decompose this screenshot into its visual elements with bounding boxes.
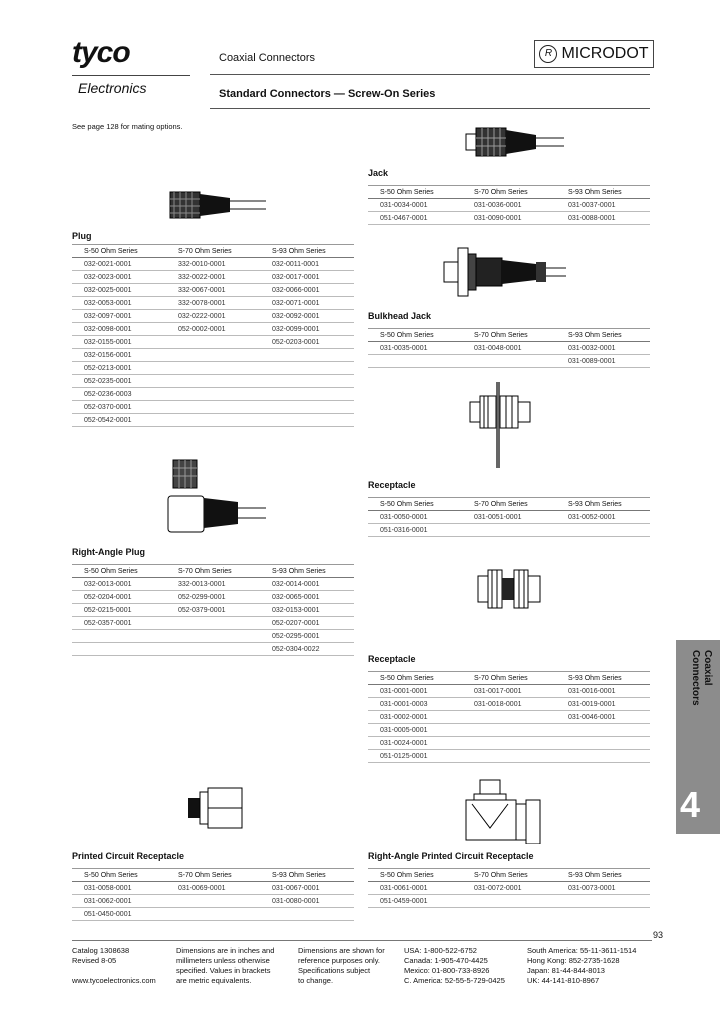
part-number-cell: 052-0203-0001 (260, 336, 354, 349)
part-number-cell: 052-0379-0001 (166, 604, 260, 617)
receptacle-table-2 (368, 671, 650, 763)
footer-contacts-americas (404, 946, 505, 986)
table-row (72, 323, 354, 336)
column-header: S-70 Ohm Series (462, 329, 556, 342)
printed-circuit-receptacle-illustration (182, 784, 248, 834)
part-number-cell (556, 895, 650, 908)
footer-dimensions-note (176, 946, 274, 986)
part-number-cell (166, 336, 260, 349)
part-number-cell: 031-0073-0001 (556, 882, 650, 895)
footer-line (72, 966, 156, 976)
column-header: S-93 Ohm Series (556, 672, 650, 685)
column-header: S-50 Ohm Series (368, 329, 462, 342)
table-row (72, 630, 354, 643)
ra-pc-receptacle-table (368, 868, 650, 908)
microdot-logo-text: MICRODOT (561, 45, 649, 62)
part-number-cell: 032-0014-0001 (260, 578, 354, 591)
part-number-cell: 031-0088-0001 (556, 212, 650, 225)
part-number-cell (556, 724, 650, 737)
table-row (72, 310, 354, 323)
part-number-cell: 332-0022-0001 (166, 271, 260, 284)
part-number-cell (462, 750, 556, 763)
table-row (368, 685, 650, 698)
part-number-cell: 032-0066-0001 (260, 284, 354, 297)
part-number-cell: 031-0036-0001 (462, 199, 556, 212)
table-row (368, 724, 650, 737)
column-header: S-50 Ohm Series (368, 672, 462, 685)
bulkhead-jack-illustration (440, 244, 570, 300)
part-number-cell: 052-0207-0001 (260, 617, 354, 630)
part-number-cell: 031-0058-0001 (72, 882, 166, 895)
table-row (72, 336, 354, 349)
table-row (368, 212, 650, 225)
section-title-receptacle: Receptacle (368, 480, 416, 490)
footer-line: Dimensions are shown for (298, 946, 385, 955)
part-number-cell: 052-0542-0001 (72, 414, 166, 427)
part-number-cell: 031-0089-0001 (556, 355, 650, 368)
table-header-row (368, 186, 650, 199)
part-number-cell: 032-0097-0001 (72, 310, 166, 323)
column-header: S-70 Ohm Series (462, 672, 556, 685)
column-header: S-50 Ohm Series (368, 186, 462, 199)
footer-line: USA: 1-800-522-6752 (404, 946, 477, 955)
part-number-cell (556, 750, 650, 763)
table-body (368, 511, 650, 537)
part-number-cell: 031-0005-0001 (368, 724, 462, 737)
part-number-cell: 031-0067-0001 (260, 882, 354, 895)
part-number-cell: 032-0017-0001 (260, 271, 354, 284)
right-angle-pc-receptacle-illustration (460, 778, 550, 844)
footer-rule (72, 940, 652, 941)
part-number-cell: 051-0467-0001 (368, 212, 462, 225)
table-header-row (72, 869, 354, 882)
part-number-cell: 332-0013-0001 (166, 578, 260, 591)
chapter-number: 4 (680, 784, 701, 825)
part-number-cell (462, 711, 556, 724)
part-number-cell (260, 375, 354, 388)
part-number-cell: 051-0125-0001 (368, 750, 462, 763)
footer-line: to change. (298, 976, 334, 985)
footer-line: specified. Values in brackets (176, 966, 271, 975)
part-number-cell: 031-0034-0001 (368, 199, 462, 212)
part-number-cell (166, 401, 260, 414)
part-number-cell (462, 737, 556, 750)
part-number-cell (260, 362, 354, 375)
part-number-cell: 031-0001-0003 (368, 698, 462, 711)
table-body (72, 258, 354, 427)
part-number-cell: 031-0051-0001 (462, 511, 556, 524)
part-number-cell (556, 737, 650, 750)
part-number-cell: 031-0069-0001 (166, 882, 260, 895)
footer-line: South America: 55-11-3611-1514 (527, 946, 637, 955)
bulkhead-jack-table (368, 328, 650, 368)
header-rule (210, 74, 650, 75)
part-number-cell (166, 908, 260, 921)
part-number-cell (166, 375, 260, 388)
part-number-cell: 032-0071-0001 (260, 297, 354, 310)
part-number-cell: 032-0098-0001 (72, 323, 166, 336)
part-number-cell: 031-0037-0001 (556, 199, 650, 212)
part-number-cell (166, 895, 260, 908)
part-number-cell: 052-0357-0001 (72, 617, 166, 630)
part-number-cell: 032-0013-0001 (72, 578, 166, 591)
part-number-cell: 031-0046-0001 (556, 711, 650, 724)
part-number-cell (166, 414, 260, 427)
section-title-jack: Jack (368, 168, 389, 178)
table-row (72, 362, 354, 375)
part-number-cell: 051-0450-0001 (72, 908, 166, 921)
footer-line: Canada: 1-905-470-4425 (404, 956, 488, 965)
part-number-cell: 052-0235-0001 (72, 375, 166, 388)
table-row (368, 342, 650, 355)
footer-line: Revised 8-05 (72, 956, 117, 965)
table-row (368, 511, 650, 524)
table-body (368, 882, 650, 908)
table-header-row (368, 672, 650, 685)
table-body (72, 578, 354, 656)
column-header: S-70 Ohm Series (166, 565, 260, 578)
column-header: S-93 Ohm Series (556, 329, 650, 342)
column-header: S-93 Ohm Series (556, 869, 650, 882)
column-header: S-50 Ohm Series (368, 869, 462, 882)
table-row (368, 737, 650, 750)
part-number-cell: 031-0050-0001 (368, 511, 462, 524)
table-row (72, 591, 354, 604)
part-number-cell: 052-0002-0001 (166, 323, 260, 336)
part-number-cell: 031-0002-0001 (368, 711, 462, 724)
table-body (72, 882, 354, 921)
footer-line: are metric equivalents. (176, 976, 252, 985)
part-number-cell: 332-0067-0001 (166, 284, 260, 297)
section-title-pc-receptacle: Printed Circuit Receptacle (72, 851, 185, 861)
electronics-logo-text: Electronics (78, 80, 147, 96)
receptacle-table-1 (368, 497, 650, 537)
footer-line: Japan: 81-44-844-8013 (527, 966, 605, 975)
part-number-cell: 031-0032-0001 (556, 342, 650, 355)
column-header: S-50 Ohm Series (368, 498, 462, 511)
part-number-cell (462, 895, 556, 908)
footer-line: reference purposes only. (298, 956, 380, 965)
table-row (72, 643, 354, 656)
microdot-mark-icon: R (539, 45, 557, 63)
part-number-cell: 032-0065-0001 (260, 591, 354, 604)
part-number-cell: 031-0035-0001 (368, 342, 462, 355)
footer-line: Specifications subject (298, 966, 371, 975)
part-number-cell (462, 524, 556, 537)
part-number-cell: 031-0052-0001 (556, 511, 650, 524)
footer-contacts-international (527, 946, 636, 986)
part-number-cell: 031-0019-0001 (556, 698, 650, 711)
jack-illustration (458, 124, 568, 160)
table-row (368, 711, 650, 724)
part-number-cell (368, 355, 462, 368)
table-row (72, 284, 354, 297)
part-number-cell (166, 643, 260, 656)
section-title-receptacle: Receptacle (368, 654, 416, 664)
part-number-cell (556, 524, 650, 537)
part-number-cell: 031-0018-0001 (462, 698, 556, 711)
table-header-row (368, 498, 650, 511)
part-number-cell: 032-0053-0001 (72, 297, 166, 310)
part-number-cell: 052-0204-0001 (72, 591, 166, 604)
part-number-cell: 031-0024-0001 (368, 737, 462, 750)
table-row (72, 908, 354, 921)
category-heading: Coaxial Connectors (219, 52, 315, 64)
footer-line: C. America: 52-55-5-729-0425 (404, 976, 505, 985)
section-title-ra-pc-receptacle: Right-Angle Printed Circuit Receptacle (368, 851, 534, 861)
table-row (72, 617, 354, 630)
part-number-cell: 052-0370-0001 (72, 401, 166, 414)
part-number-cell: 032-0011-0001 (260, 258, 354, 271)
table-row (72, 414, 354, 427)
footer-line: Mexico: 01-800-733-8926 (404, 966, 490, 975)
part-number-cell (166, 362, 260, 375)
part-number-cell: 031-0001-0001 (368, 685, 462, 698)
table-row (72, 349, 354, 362)
part-number-cell (72, 630, 166, 643)
part-number-cell: 031-0017-0001 (462, 685, 556, 698)
plug-illustration (160, 186, 270, 226)
part-number-cell: 031-0016-0001 (556, 685, 650, 698)
plug-table (72, 244, 354, 427)
part-number-cell: 031-0090-0001 (462, 212, 556, 225)
part-number-cell: 051-0316-0001 (368, 524, 462, 537)
part-number-cell: 032-0092-0001 (260, 310, 354, 323)
part-number-cell (166, 630, 260, 643)
part-number-cell: 031-0072-0001 (462, 882, 556, 895)
table-row (72, 604, 354, 617)
part-number-cell: 052-0304-0022 (260, 643, 354, 656)
microdot-logo (534, 40, 654, 68)
part-number-cell (166, 349, 260, 362)
table-header-row (72, 565, 354, 578)
part-number-cell: 032-0153-0001 (260, 604, 354, 617)
table-row (368, 355, 650, 368)
table-row (368, 199, 650, 212)
column-header: S-70 Ohm Series (166, 245, 260, 258)
part-number-cell: 032-0099-0001 (260, 323, 354, 336)
part-number-cell (260, 908, 354, 921)
part-number-cell: 332-0010-0001 (166, 258, 260, 271)
column-header: S-93 Ohm Series (260, 565, 354, 578)
table-body (368, 685, 650, 763)
part-number-cell: 052-0236-0003 (72, 388, 166, 401)
part-number-cell: 052-0295-0001 (260, 630, 354, 643)
table-row (368, 895, 650, 908)
table-row (72, 882, 354, 895)
footer-line: Catalog 1308638 (72, 946, 130, 955)
part-number-cell: 051-0459-0001 (368, 895, 462, 908)
mating-note: See page 128 for mating options. (72, 122, 183, 131)
column-header: S-70 Ohm Series (462, 498, 556, 511)
part-number-cell: 032-0023-0001 (72, 271, 166, 284)
table-row (72, 578, 354, 591)
footer-line: UK: 44-141-810-8967 (527, 976, 600, 985)
footer-line: millimeters unless otherwise (176, 956, 270, 965)
page-title: Standard Connectors — Screw-On Series (219, 88, 436, 100)
table-row (368, 524, 650, 537)
part-number-cell (166, 617, 260, 630)
part-number-cell: 031-0061-0001 (368, 882, 462, 895)
part-number-cell: 052-0215-0001 (72, 604, 166, 617)
table-row (72, 895, 354, 908)
column-header: S-70 Ohm Series (462, 186, 556, 199)
part-number-cell (462, 355, 556, 368)
right-angle-plug-table (72, 564, 354, 656)
table-header-row (368, 329, 650, 342)
table-row (368, 750, 650, 763)
logo-divider (72, 75, 190, 76)
table-row (72, 375, 354, 388)
right-angle-plug-illustration (158, 456, 270, 536)
part-number-cell (462, 724, 556, 737)
section-title-right-angle-plug: Right-Angle Plug (72, 547, 145, 557)
jack-table (368, 185, 650, 225)
table-body (368, 199, 650, 225)
receptacle-illustration-2 (472, 556, 552, 626)
part-number-cell: 031-0048-0001 (462, 342, 556, 355)
footer-line: Dimensions are in inches and (176, 946, 275, 955)
section-title-bulkhead-jack: Bulkhead Jack (368, 311, 432, 321)
chapter-tab-label-line2: Connectors (690, 650, 701, 706)
part-number-cell: 052-0299-0001 (166, 591, 260, 604)
footer-catalog-info (72, 946, 156, 986)
table-row (72, 388, 354, 401)
column-header: S-50 Ohm Series (72, 565, 166, 578)
column-header: S-50 Ohm Series (72, 245, 166, 258)
table-header-row (368, 869, 650, 882)
column-header: S-93 Ohm Series (556, 186, 650, 199)
part-number-cell: 032-0025-0001 (72, 284, 166, 297)
table-row (72, 258, 354, 271)
column-header: S-50 Ohm Series (72, 869, 166, 882)
part-number-cell (260, 388, 354, 401)
table-body (368, 342, 650, 368)
footer-line: Hong Kong: 852-2735-1628 (527, 956, 620, 965)
part-number-cell (260, 349, 354, 362)
column-header: S-93 Ohm Series (260, 245, 354, 258)
part-number-cell: 031-0080-0001 (260, 895, 354, 908)
column-header: S-93 Ohm Series (260, 869, 354, 882)
part-number-cell (260, 414, 354, 427)
column-header: S-70 Ohm Series (462, 869, 556, 882)
header-rule (210, 108, 650, 109)
footer-reference-note (298, 946, 385, 986)
part-number-cell (260, 401, 354, 414)
page-number: 93 (653, 930, 664, 940)
part-number-cell: 031-0062-0001 (72, 895, 166, 908)
part-number-cell (166, 388, 260, 401)
receptacle-illustration-1 (466, 380, 550, 470)
part-number-cell (72, 643, 166, 656)
table-row (72, 297, 354, 310)
section-title-plug: Plug (72, 231, 92, 241)
part-number-cell: 032-0222-0001 (166, 310, 260, 323)
table-row (72, 271, 354, 284)
chapter-tab-label-line1: Coaxial (702, 650, 713, 686)
column-header: S-93 Ohm Series (556, 498, 650, 511)
part-number-cell: 032-0021-0001 (72, 258, 166, 271)
part-number-cell: 332-0078-0001 (166, 297, 260, 310)
tyco-logo: tyco (72, 36, 130, 69)
footer-website-link[interactable]: www.tycoelectronics.com (72, 976, 156, 985)
pc-receptacle-table (72, 868, 354, 921)
table-row (368, 698, 650, 711)
part-number-cell: 052-0213-0001 (72, 362, 166, 375)
part-number-cell: 032-0156-0001 (72, 349, 166, 362)
column-header: S-70 Ohm Series (166, 869, 260, 882)
table-row (368, 882, 650, 895)
table-row (72, 401, 354, 414)
chapter-tab-label (683, 650, 713, 720)
part-number-cell: 032-0155-0001 (72, 336, 166, 349)
table-header-row (72, 245, 354, 258)
